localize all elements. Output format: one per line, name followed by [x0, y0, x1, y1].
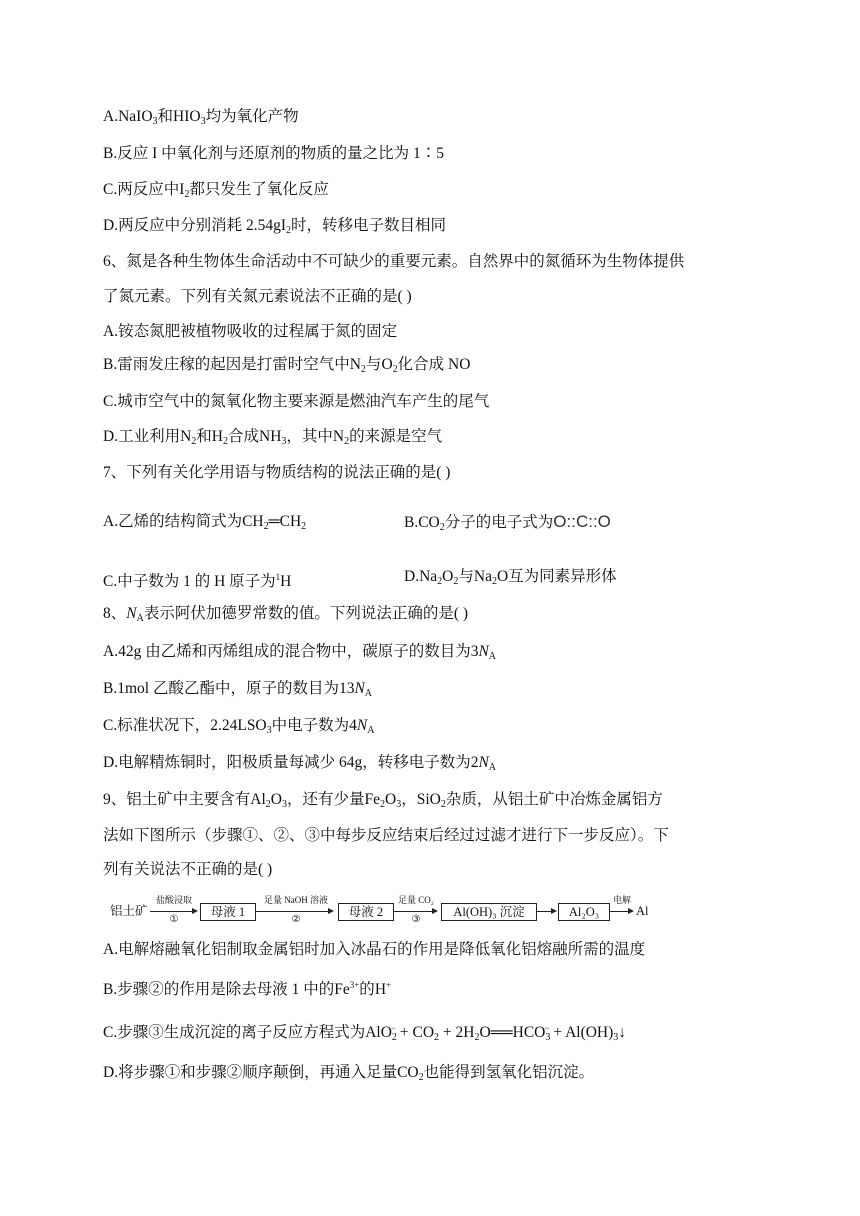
q7-option-b: $B.CO_2$分子的电子式为O::C::O — [404, 512, 611, 533]
q6-stem-line-1: 6、氮是各种生物体生命活动中不可缺少的重要元素。自然界中的氮循环为生物体提供 — [103, 253, 685, 270]
q8-option-d: D.电解精炼铜时，阳极质量每减少 64g，转移电子数为$2N_A$ — [103, 754, 497, 773]
q5-option-d: D.两反应中分别消耗 $2.54gI_2$时，转移电子数目相同 — [103, 217, 447, 236]
flow-step-3: ③ — [411, 914, 421, 925]
co2-electron-formula: O::C::O — [553, 512, 611, 531]
q8-stem: 8、$N_A$表示阿伏加德罗常数的值。下列说法正确的是( ) — [103, 605, 469, 624]
flow-arrow-4 — [537, 911, 555, 912]
q6-option-c: C.城市空气中的氮氧化物主要来源是燃油汽车产生的尾气 — [103, 393, 490, 410]
q9-option-b: B.步骤②的作用是除去母液 1 中的$Fe^{3+}$的H+ — [103, 980, 392, 998]
q5-option-a: A.NaIO$_3$和$HIO_3$均为氧化产物 — [103, 108, 299, 127]
flow-arrow-2 — [256, 911, 332, 912]
q5-option-c: C.两反应中$I_2$都只发生了氧化反应 — [103, 181, 329, 200]
q9-option-a: A.电解熔融氧化铝制取金属铝时加入冰晶石的作用是降低氧化铝熔融所需的温度 — [103, 941, 646, 958]
q9-option-d: D.将步骤①和步骤②顺序颠倒，再通入足量$CO_2$也能得到氢氧化铝沉淀。 — [103, 1064, 595, 1083]
q8-option-a: A.42g 由乙烯和丙烯组成的混合物中，碳原子的数目为$3N_A$ — [103, 643, 497, 662]
q9-stem-line-3: 列有关说法不正确的是( ) — [103, 861, 273, 878]
q7-option-d: $D.Na_2O_2$与$Na_2O$互为同素异形体 — [404, 568, 617, 587]
flow-arrow-1 — [150, 911, 196, 912]
process-flow-diagram — [110, 896, 670, 926]
flow-end: Al — [636, 904, 649, 918]
flow-label-2: 足量 NaOH 溶液 — [264, 895, 328, 905]
q7-option-c: C.中子数为 1 的 H 原子为$^1$H — [103, 572, 292, 590]
q9-option-c: C.步骤③生成沉淀的离子反应方程式为$AlO_2^- + CO_2$ + $2H_2O══HCO_3^-$ + $Al(OH)_3↓$ — [103, 1023, 627, 1043]
q6-stem-line-2: 了氮元素。下列有关氮元素说法不正确的是( ) — [103, 288, 412, 305]
ionic-equation: $AlO_2^- + CO_2$ + $2H_2O══HCO_3^-$ + $Al(OH)_3↓$ — [365, 1023, 627, 1043]
q6-option-a: A.铵态氮肥被植物吸收的过程属于氮的固定 — [103, 323, 398, 340]
flow-step-2: ② — [291, 914, 301, 925]
flow-arrow-3 — [394, 911, 436, 912]
q7-option-a: A.乙烯的结构简式为$CH_2═CH_2$ — [103, 513, 307, 532]
q5-option-b: B.反应 I 中氧化剂与还原剂的物质的量之比为 1∶5 — [103, 145, 445, 162]
flow-label-5: 电解 — [612, 895, 631, 905]
q9-stem-line-2: 法如下图所示（步骤①、②、③中每步反应结束后经过过滤才进行下一步反应）。下 — [103, 827, 669, 844]
flow-label-1: 盐酸浸取 — [155, 895, 192, 905]
q6-option-b: B.雷雨发庄稼的起因是打雷时空气中$N_2$与$O_2$化合成 NO — [103, 356, 471, 375]
flow-box-alumina: Al₂O₃ — [558, 903, 610, 921]
q6-option-d: D.工业利用$N_2$和$H_2$合成$NH_3$，其中$N_2$的来源是空气 — [103, 428, 443, 447]
q7-stem: 7、下列有关化学用语与物质结构的说法正确的是( ) — [103, 464, 451, 481]
flow-arrow-5 — [610, 911, 632, 912]
flow-step-1: ① — [169, 914, 179, 925]
flow-box-mother-liquor-1: 母液 1 — [200, 903, 256, 921]
flow-box-precipitate: Al(OH)₃ 沉淀 — [441, 903, 537, 921]
q8-option-c: C.标准状况下，$2.24LSO_3$中电子数为$4N_A$ — [103, 717, 375, 736]
q9-stem-line-1: 9、铝土矿中主要含有$Al_2O_3$，还有少量$Fe_2O_3$，SiO$_2$杂质，从铝土矿中冶炼金属铝方 — [103, 791, 663, 810]
flow-box-mother-liquor-2: 母液 2 — [338, 903, 394, 921]
flow-label-3: 足量 CO₂ — [398, 895, 434, 905]
q8-option-b: B.1mol 乙酸乙酯中，原子的数目为$13N_A$ — [103, 680, 373, 699]
flow-start: 铝土矿 — [110, 904, 148, 918]
